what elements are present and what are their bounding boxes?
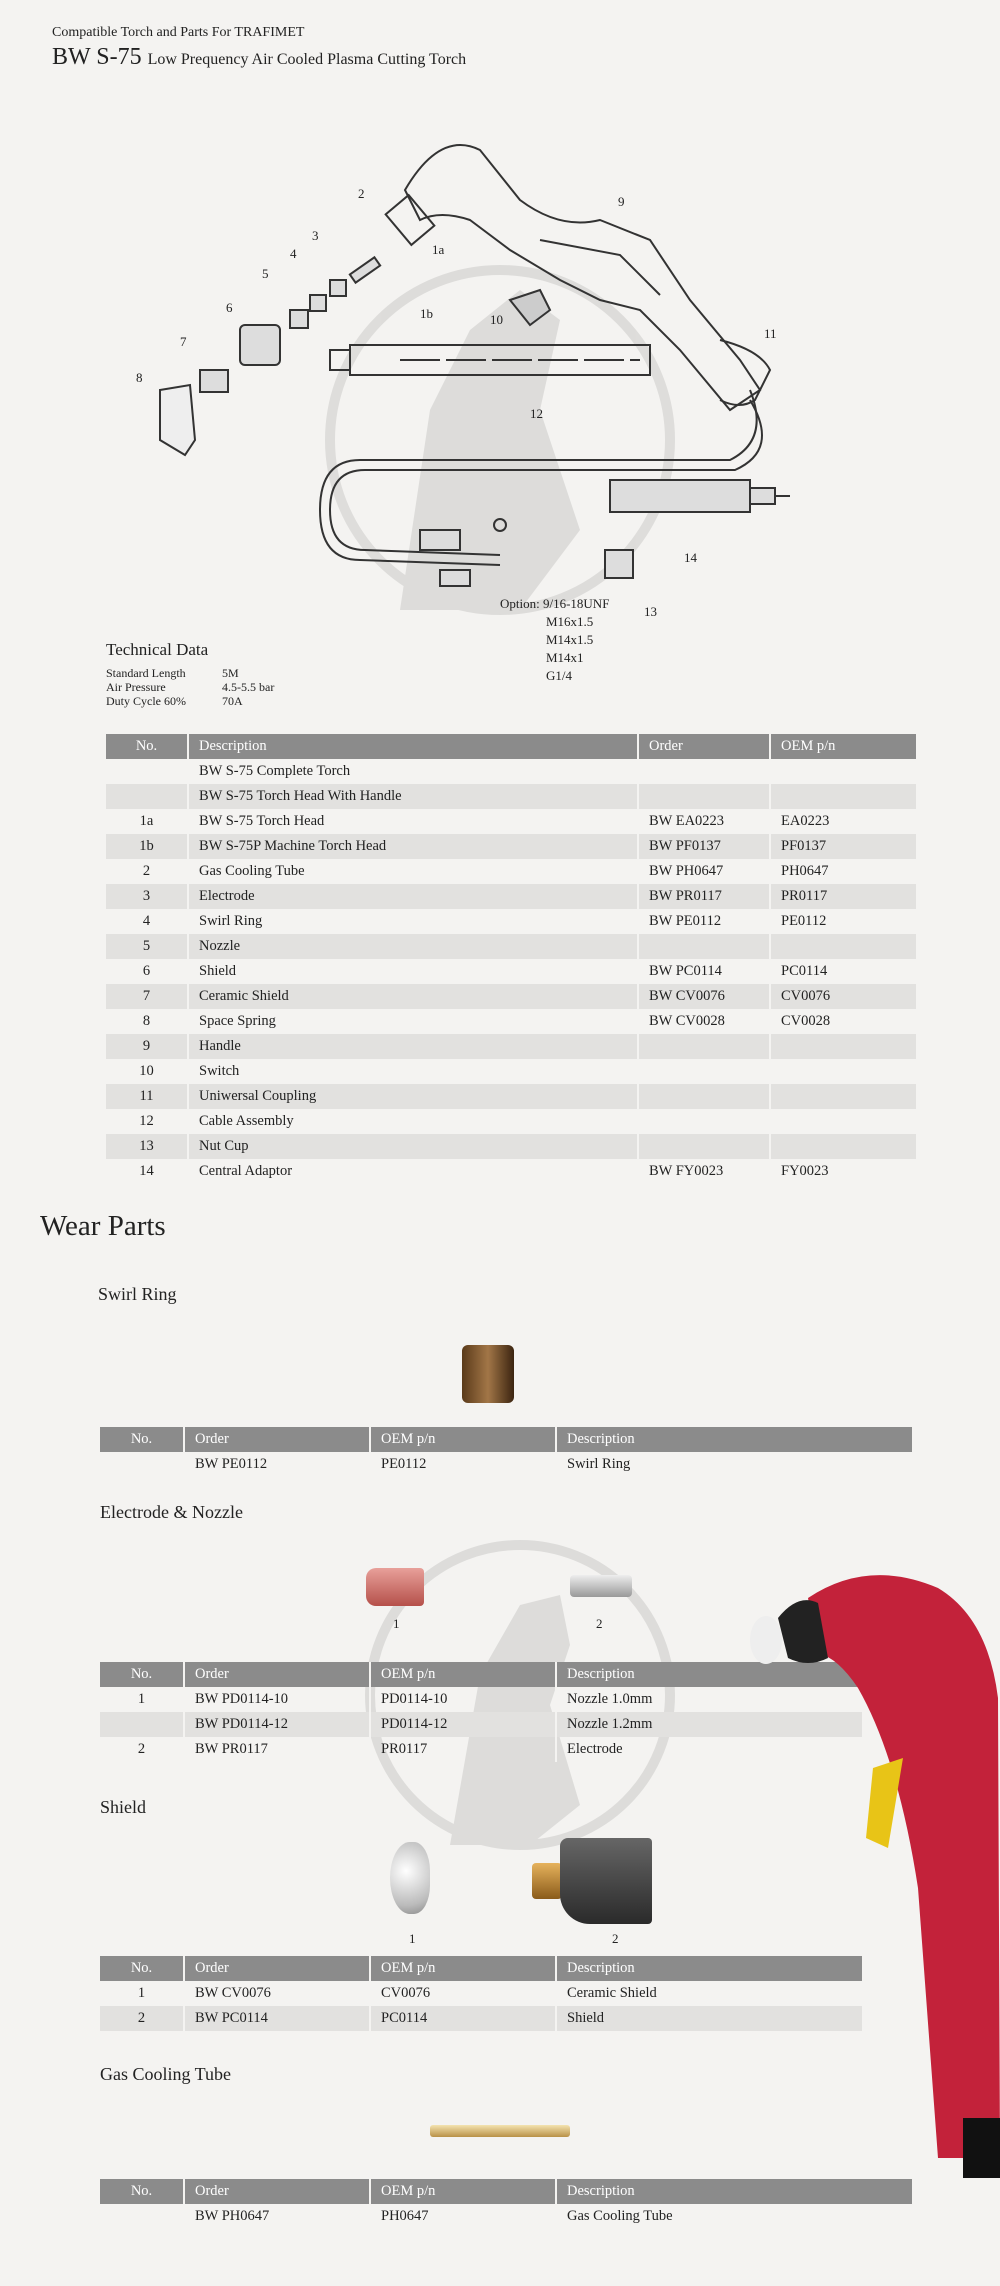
callout-7: 7	[180, 334, 187, 349]
callout-14: 14	[684, 550, 697, 565]
part-order: BW CV0076	[184, 1981, 370, 2006]
thread-option: Option: 9/16-18UNF	[500, 596, 610, 611]
parts-row	[106, 1059, 916, 1084]
ceramic-shield-photo	[390, 1842, 430, 1914]
part-order	[638, 1084, 770, 1109]
part-no: 4	[106, 909, 188, 934]
col-description: Description	[556, 1662, 862, 1687]
parts-row	[106, 809, 916, 834]
part-no: 2	[106, 859, 188, 884]
part-oem: PR0117	[770, 884, 916, 909]
part-order: BW PH0647	[184, 2204, 370, 2229]
col-description: Description	[556, 1427, 912, 1452]
technical-data	[106, 640, 310, 708]
part-description: Nozzle 1.0mm	[567, 1691, 653, 1707]
col-order: Order	[184, 1427, 370, 1452]
callout-10: 10	[490, 312, 503, 327]
col-description: Description	[556, 1956, 862, 1981]
part-description: Nozzle	[188, 934, 638, 959]
parts-header-row	[106, 734, 916, 759]
callout-11: 11	[764, 326, 777, 341]
parts-row	[106, 834, 916, 859]
part-oem: PF0137	[770, 834, 916, 859]
part-oem	[770, 1109, 916, 1134]
callout-12: 12	[530, 406, 543, 421]
part-description: Nut Cup	[188, 1134, 638, 1159]
part-no	[100, 1452, 184, 1477]
shield-table	[100, 1956, 862, 2031]
wear-row	[100, 2006, 862, 2031]
part-order: BW PC0114	[184, 2006, 370, 2031]
col-no: No.	[100, 1956, 184, 1981]
model-name: BW S-75	[52, 44, 142, 70]
parts-row	[106, 884, 916, 909]
callout-1b: 1b	[420, 306, 433, 321]
part-description: Uniwersal Coupling	[188, 1084, 638, 1109]
callout-13: 13	[644, 604, 657, 619]
part-order: BW PD0114-12	[184, 1712, 370, 1737]
parts-row	[106, 934, 916, 959]
part-no	[100, 1712, 184, 1737]
parts-row	[106, 859, 916, 884]
nozzle-photo	[366, 1568, 424, 1606]
parts-row	[106, 1109, 916, 1134]
parts-row	[106, 1134, 916, 1159]
part-description: Electrode	[567, 1741, 623, 1757]
wear-header-row	[100, 1956, 862, 1981]
part-order	[638, 1034, 770, 1059]
part-description: Nozzle 1.2mm	[556, 1712, 862, 1737]
part-no	[100, 2204, 184, 2229]
part-description: Gas Cooling Tube	[567, 2208, 673, 2224]
part-oem: PH0647	[781, 863, 829, 879]
tech-key: Air Pressure	[106, 680, 166, 694]
col-no: No.	[100, 1662, 184, 1687]
torch-exploded-diagram	[0, 110, 1000, 730]
parts-row	[106, 1009, 916, 1034]
thread-option-4: G1/4	[546, 668, 572, 683]
callout-5: 5	[262, 266, 269, 281]
part-oem	[770, 759, 916, 784]
part-oem: CV0028	[781, 1013, 831, 1029]
part-oem	[770, 1034, 916, 1059]
col-oem: OEM p/n	[370, 1427, 556, 1452]
tech-value: 4.5-5.5 bar	[222, 680, 275, 694]
gas-cooling-table	[100, 2179, 912, 2229]
thread-option-1: M16x1.5	[546, 614, 594, 629]
tech-value: 70A	[222, 694, 243, 708]
part-oem: PR0117	[370, 1737, 556, 1762]
part-oem: PC0114	[370, 2006, 556, 2031]
electrode-nozzle-heading: Electrode & Nozzle	[100, 1502, 243, 1522]
parts-table	[106, 734, 916, 1184]
part-description: Central Adaptor	[188, 1159, 638, 1184]
part-no: 13	[106, 1134, 188, 1159]
torch-photo	[738, 1558, 1000, 2178]
compat-line: Compatible Torch and Parts For TRAFIMET	[52, 25, 305, 40]
parts-row	[106, 984, 916, 1009]
part-order	[638, 1134, 770, 1159]
callout-3: 3	[312, 228, 319, 243]
callout-9: 9	[618, 194, 625, 209]
part-description: Space Spring	[188, 1009, 638, 1034]
part-no: 3	[106, 884, 188, 909]
parts-row	[106, 1159, 916, 1184]
parts-row	[106, 1034, 916, 1059]
part-description: Switch	[188, 1059, 638, 1084]
part-no: 2	[100, 2006, 184, 2031]
col-description: Description	[188, 734, 638, 759]
col-description: Description	[556, 2179, 912, 2204]
page-subtitle: Low Prequency Air Cooled Plasma Cutting Torch	[147, 51, 467, 68]
col-oem: OEM p/n	[370, 1662, 556, 1687]
thread-option-3: M14x1	[546, 650, 584, 665]
part-description: Shield	[188, 959, 638, 984]
part-order: BW FY0023	[638, 1159, 770, 1184]
part-description: Swirl Ring	[188, 909, 638, 934]
part-oem	[770, 1059, 916, 1084]
part-oem	[770, 1084, 916, 1109]
part-no: 1a	[106, 809, 188, 834]
wear-header-row	[100, 2179, 912, 2204]
col-order: Order	[638, 734, 770, 759]
part-no: 7	[106, 984, 188, 1009]
swirl-ring-heading: Swirl Ring	[98, 1284, 177, 1304]
part-no: 8	[106, 1009, 188, 1034]
part-oem: CV0076	[770, 984, 916, 1009]
callout-8: 8	[136, 370, 143, 385]
wear-header-row	[100, 1427, 912, 1452]
part-order	[638, 759, 770, 784]
parts-row	[106, 909, 916, 934]
part-no	[106, 784, 188, 809]
part-oem	[770, 934, 916, 959]
shield-heading: Shield	[100, 1797, 147, 1817]
wear-row	[100, 2204, 912, 2229]
part-order: BW CV0076	[638, 984, 770, 1009]
part-no: 1b	[106, 834, 188, 859]
gas-cooling-tube-photo	[430, 2125, 570, 2137]
part-order	[638, 934, 770, 959]
parts-row	[106, 1084, 916, 1109]
part-order	[638, 1059, 770, 1084]
thread-option-2: M14x1.5	[546, 632, 594, 647]
swirl-ring-photo	[462, 1345, 514, 1403]
parts-row	[106, 959, 916, 984]
part-oem: PC0114	[781, 963, 828, 979]
part-no: 11	[106, 1084, 188, 1109]
part-no: 1	[100, 1981, 184, 2006]
part-order: BW PC0114	[638, 959, 770, 984]
part-description: BW S-75P Machine Torch Head	[188, 834, 638, 859]
electrode-photo	[570, 1575, 632, 1597]
part-oem: PH0647	[370, 2204, 556, 2229]
part-description: BW S-75 Torch Head With Handle	[188, 784, 638, 809]
part-order: BW PR0117	[184, 1737, 370, 1762]
part-no: 14	[106, 1159, 188, 1184]
part-order: BW PE0112	[184, 1452, 370, 1477]
col-order: Order	[184, 1956, 370, 1981]
part-oem	[770, 784, 916, 809]
photo-caption-2: 2	[596, 1616, 603, 1631]
part-description: BW S-75 Torch Head	[188, 809, 638, 834]
col-order: Order	[184, 1662, 370, 1687]
part-no: 9	[106, 1034, 188, 1059]
part-order: BW PH0647	[638, 859, 770, 884]
parts-row	[106, 759, 916, 784]
part-description: Shield	[556, 2006, 862, 2031]
part-oem: PE0112	[370, 1452, 556, 1477]
part-no: 10	[106, 1059, 188, 1084]
part-order: BW PE0112	[638, 909, 770, 934]
part-order: BW PF0137	[638, 834, 770, 859]
part-oem: PD0114-12	[370, 1712, 556, 1737]
central-adaptor	[610, 480, 790, 512]
photo-caption-1: 1	[393, 1616, 400, 1631]
wear-parts-heading: Wear Parts	[40, 1210, 166, 1242]
part-no: 6	[106, 959, 188, 984]
part-order: BW CV0028	[638, 1009, 770, 1034]
part-description: Electrode	[188, 884, 638, 909]
col-no: No.	[100, 1427, 184, 1452]
part-order: BW EA0223	[638, 809, 770, 834]
part-order	[638, 784, 770, 809]
callout-2: 2	[358, 186, 365, 201]
nut-cup	[605, 550, 633, 578]
part-no: 1	[100, 1687, 184, 1712]
part-oem: FY0023	[781, 1163, 829, 1179]
part-oem: PD0114-10	[370, 1687, 556, 1712]
wear-row	[100, 1981, 862, 2006]
callout-1a: 1a	[432, 242, 445, 257]
col-oem: OEM p/n	[770, 734, 916, 759]
part-description: Handle	[188, 1034, 638, 1059]
part-description: Ceramic Shield	[567, 1985, 657, 2001]
parts-row	[106, 784, 916, 809]
part-no: 12	[106, 1109, 188, 1134]
part-no: 5	[106, 934, 188, 959]
callout-4: 4	[290, 246, 297, 261]
photo-caption-1: 1	[409, 1931, 416, 1946]
wear-row	[100, 1452, 912, 1477]
part-no: 2	[100, 1737, 184, 1762]
part-description: BW S-75 Complete Torch	[188, 759, 638, 784]
part-order: BW PD0114-10	[184, 1687, 370, 1712]
part-no	[106, 759, 188, 784]
tech-key: Standard Length	[106, 666, 186, 680]
callout-6: 6	[226, 300, 233, 315]
page-title	[52, 44, 466, 71]
col-no: No.	[106, 734, 188, 759]
col-order: Order	[184, 2179, 370, 2204]
part-oem: CV0076	[370, 1981, 556, 2006]
tech-title: Technical Data	[106, 640, 209, 659]
gas-cooling-heading: Gas Cooling Tube	[100, 2064, 232, 2084]
swirl-ring-table	[100, 1427, 912, 1477]
tech-key: Duty Cycle 60%	[106, 694, 186, 708]
col-oem: OEM p/n	[370, 2179, 556, 2204]
part-description: Gas Cooling Tube	[188, 859, 638, 884]
part-oem: PE0112	[781, 913, 827, 929]
part-order	[638, 1109, 770, 1134]
part-description: Swirl Ring	[567, 1456, 631, 1472]
part-order: BW PR0117	[638, 884, 770, 909]
col-no: No.	[100, 2179, 184, 2204]
shield-photo	[532, 1838, 652, 1924]
col-oem: OEM p/n	[370, 1956, 556, 1981]
photo-caption-2: 2	[612, 1931, 619, 1946]
part-description: Cable Assembly	[188, 1109, 638, 1134]
part-oem: EA0223	[781, 813, 830, 829]
part-oem	[770, 1134, 916, 1159]
tech-value: 5M	[222, 666, 239, 680]
part-description: Ceramic Shield	[188, 984, 638, 1009]
